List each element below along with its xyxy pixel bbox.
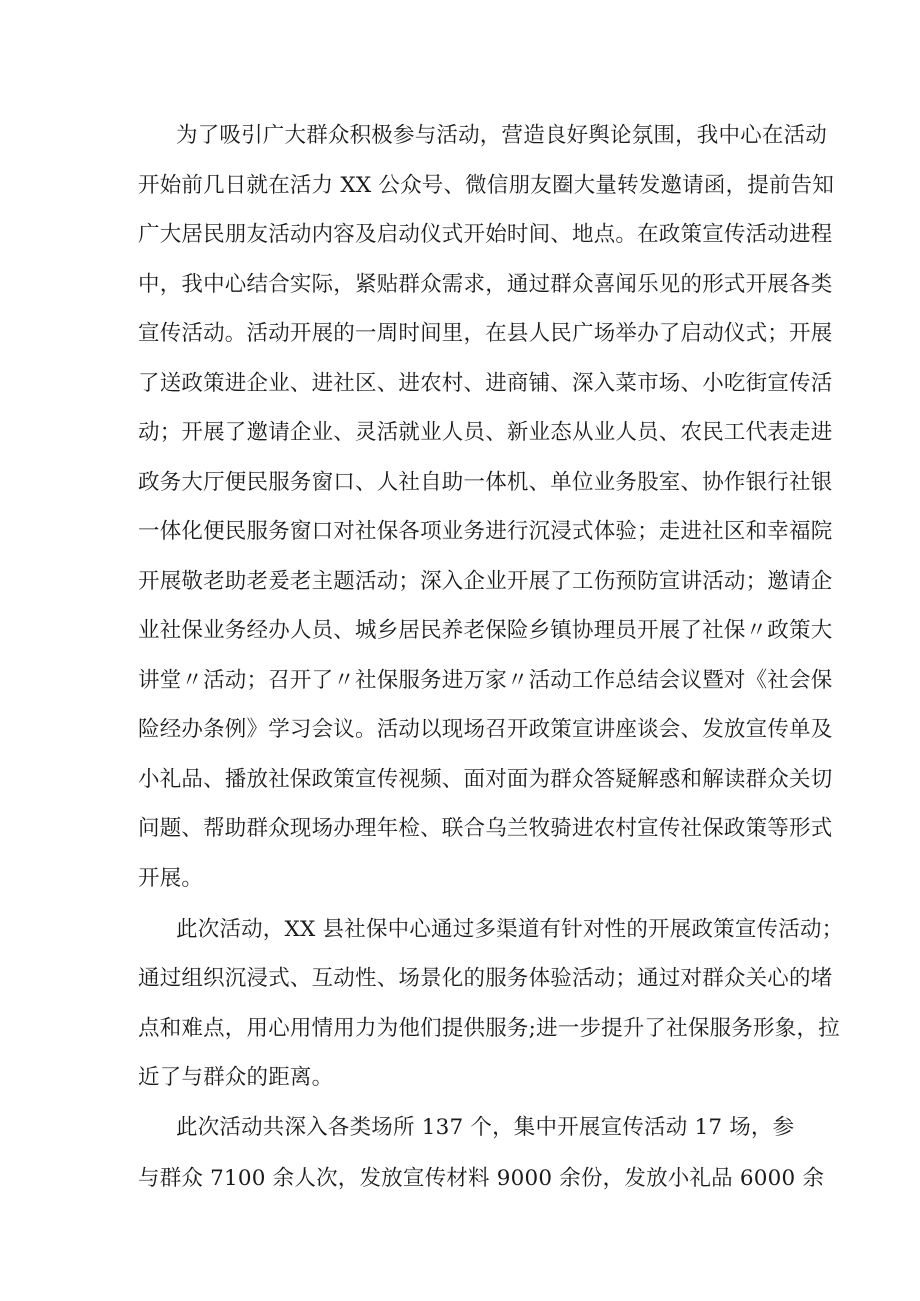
text-line: 通过组织沉浸式、互动性、场景化的服务体验活动；通过对群众关心的堵 (138, 966, 833, 991)
text-line: 险经办条例》学习会议。活动以现场召开政策宣讲座谈会、发放宣传单及 (138, 717, 833, 742)
text-line: 开始前几日就在活力 XX 公众号、微信朋友圈大量转发邀请函，提前告知 (138, 173, 835, 198)
text-line: 动；开展了邀请企业、灵活就业人员、新业态从业人员、农民工代表走进 (138, 420, 833, 445)
text-line: 开展敬老助老爰老主题活动；深入企业开展了工伤预防宣讲活动；邀请企 (138, 569, 833, 594)
text-line: 点和难点，用心用情用力为他们提供服务;进一步提升了社保服务形象，拉 (138, 1016, 840, 1041)
text-line: 中，我中心结合实际，紧贴群众需求，通过群众喜闻乐见的形式开展各类 (138, 272, 833, 297)
text-line: 开展。 (138, 866, 204, 891)
text-line: 小礼品、播放社保政策宣传视频、面对面为群众答疑解惑和解读群众关切 (138, 767, 833, 792)
text-line: 与群众 7100 余人次，发放宣传材料 9000 余份，发放小礼品 6000 余 (138, 1166, 825, 1191)
text-line: 广大居民朋友活动内容及启动仪式开始时间、地点。在政策宣传活动进程 (138, 222, 833, 247)
text-line: 为了吸引广大群众积极参与活动，营造良好舆论氛围，我中心在活动 (176, 123, 828, 148)
text-line: 近了与群众的距离。 (138, 1065, 334, 1090)
text-line: 业社保业务经办人员、城乡居民养老保险乡镇协理员开展了社保〃政策大 (138, 618, 833, 643)
text-line: 了送政策进企业、进社区、进农村、进商铺、深入菜市场、小吃街宣传活 (138, 371, 833, 396)
text-line: 此次活动，XX 县社保中心通过多渠道有针对性的开展政策宣传活动； (176, 917, 844, 942)
text-line: 问题、帮助群众现场办理年检、联合乌兰牧骑进农村宣传社保政策等形式 (138, 816, 833, 841)
text-line: 政务大厅便民服务窗口、人社自助一体机、单位业务股室、协作银行社银 (138, 470, 833, 495)
text-line: 此次活动共深入各类场所 137 个，集中开展宣传活动 17 场，参 (176, 1115, 795, 1140)
text-line: 讲堂〃活动；召开了〃社保服务进万家〃活动工作总结会议暨对《社会保 (138, 668, 833, 693)
text-line: 宣传活动。活动开展的一周时间里，在县人民广场举办了启动仪式；开展 (138, 321, 833, 346)
text-line: 一体化便民服务窗口对社保各项业务进行沉浸式体验；走进社区和幸福院 (138, 519, 833, 544)
